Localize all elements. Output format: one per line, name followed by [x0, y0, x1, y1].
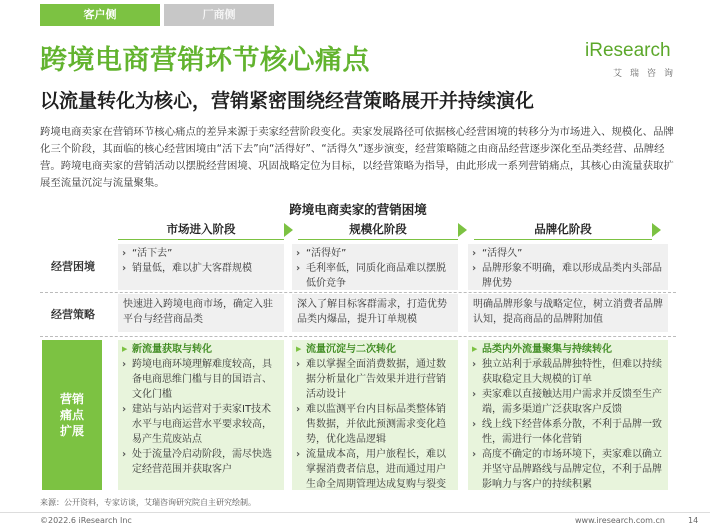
list-item: › 卖家难以直接触达用户需求并反馈至生产端，需多渠道广泛获取客户反馈: [472, 387, 664, 417]
column-header-brand: 品牌化阶段: [474, 220, 652, 240]
column-header-market-entry: 市场进入阶段: [118, 220, 284, 240]
column-header-scale: 规模化阶段: [298, 220, 458, 240]
list-item: › “活得好”: [296, 246, 454, 261]
footer-divider: [0, 512, 710, 513]
list-item: › 销量低，难以扩大客群规模: [122, 261, 280, 276]
tab-customer-side[interactable]: 客户侧: [40, 4, 160, 26]
list-item: › 难以监测平台内目标品类整体销售数据，并依此预测需求变化趋势，优化选品逻辑: [296, 402, 454, 447]
page-number: 14: [688, 516, 699, 525]
row-label-pain: [42, 340, 102, 490]
iresearch-logo: [585, 40, 685, 80]
list-item: › 跨境电商环境理解难度较高，具备电商思维门槛与目的国语言、文化门槛: [122, 357, 280, 402]
row-label-pain-text: 营销痛点扩展: [59, 392, 84, 438]
footer-url[interactable]: www.iresearch.com.cn: [575, 516, 665, 525]
pain-head: ▶ 新流量获取与转化: [122, 342, 280, 357]
tab-vendor-side[interactable]: 厂商侧: [164, 4, 274, 26]
strategy-cell-market-entry: 快速进入跨境电商市场，确定入驻平台与经营商品类: [118, 294, 284, 332]
list-item: › 难以掌握全面消费数据，通过数据分析量化广告效果并进行营销活动设计: [296, 357, 454, 402]
page-title: 跨境电商营销环节核心痛点: [40, 45, 370, 76]
list-item: › “活得久”: [472, 246, 664, 261]
pain-cell-scale: [292, 340, 458, 490]
pain-cell-brand: [468, 340, 668, 490]
list-item: › 高度不确定的市场环境下，卖家难以确立并坚守品牌路线与品牌定位，不利于品牌影响力与客户的持续积累: [472, 447, 664, 492]
page-subtitle: 以流量转化为核心，营销紧密围绕经营策略展开并持续演化: [40, 90, 535, 112]
divider: [40, 336, 676, 337]
list-item: › 处于流量冷启动阶段，需尽快选定经营范围并获取客户: [122, 447, 280, 477]
logo-wordmark: iResearch: [585, 40, 671, 61]
row-label-strategy: 经营策略: [51, 308, 95, 321]
table-title: 跨境电商卖家的营销困境: [289, 202, 427, 217]
pain-head: ▶ 流量沉淀与二次转化: [296, 342, 454, 357]
list-item: › 独立站利于承载品牌独特性，但难以持续获取稳定且大规模的订单: [472, 357, 664, 387]
source-note: 来源：公开资料，专家访谈，艾瑞咨询研究院自主研究绘制。: [40, 498, 256, 507]
list-item: › “活下去”: [122, 246, 280, 261]
list-item: › 流量成本高，用户旅程长，难以掌握消费者信息，进而通过用户生命全周期管理达成复购与裂变: [296, 447, 454, 492]
divider: [40, 292, 676, 293]
pain-cell-market-entry: [118, 340, 284, 490]
row-label-dilemma: 经营困境: [51, 260, 95, 273]
strategy-cell-brand: 明确品牌形象与战略定位，树立消费者品牌认知，提高商品的品牌附加值: [468, 294, 668, 332]
strategy-cell-scale: 深入了解目标客群需求，打造优势品类内爆品，提升订单规模: [292, 294, 458, 332]
list-item: › 线上线下经营体系分散，不利于品牌一致性，需进行一体化营销: [472, 417, 664, 447]
dilemma-cell-scale: [292, 244, 458, 290]
list-item: › 毛利率低，同质化商品难以摆脱低价竞争: [296, 261, 454, 291]
footer-copyright: ©2022.6 iResearch Inc: [40, 516, 132, 525]
logo-subtext: 艾瑞咨询: [613, 69, 682, 79]
header-tabs: [40, 4, 236, 26]
column-headers: [118, 220, 678, 240]
intro-paragraph: 跨境电商卖家在营销环节核心痛点的差异来源于卖家经营阶段变化。卖家发展路径可依据核心经营困境的转移分为市场进入、规模化、品牌化三个阶段，其面临的核心经营困境由“活下去”向“活得好”、“活得久”逐步演变，经营策略随之由商品经营逐步深化至品类经营、品牌经营。跨境电商卖家的营销活动以摆脱经营困境、巩固战略定位为目标，以经营策略为指导，由此形成一系列营销痛点，其核心由流量获取扩展至流量沉淀与流量聚集。: [40, 126, 674, 189]
pain-head: ▶ 品类内外流量聚集与持续转化: [472, 342, 664, 357]
dilemma-cell-market-entry: [118, 244, 284, 290]
list-item: › 品牌形象不明确，难以形成品类内头部品牌优势: [472, 261, 664, 291]
dilemma-cell-brand: [468, 244, 668, 290]
list-item: › 建站与站内运营对于卖家IT技术水平与电商运营水平要求较高，易产生荒废站点: [122, 402, 280, 447]
